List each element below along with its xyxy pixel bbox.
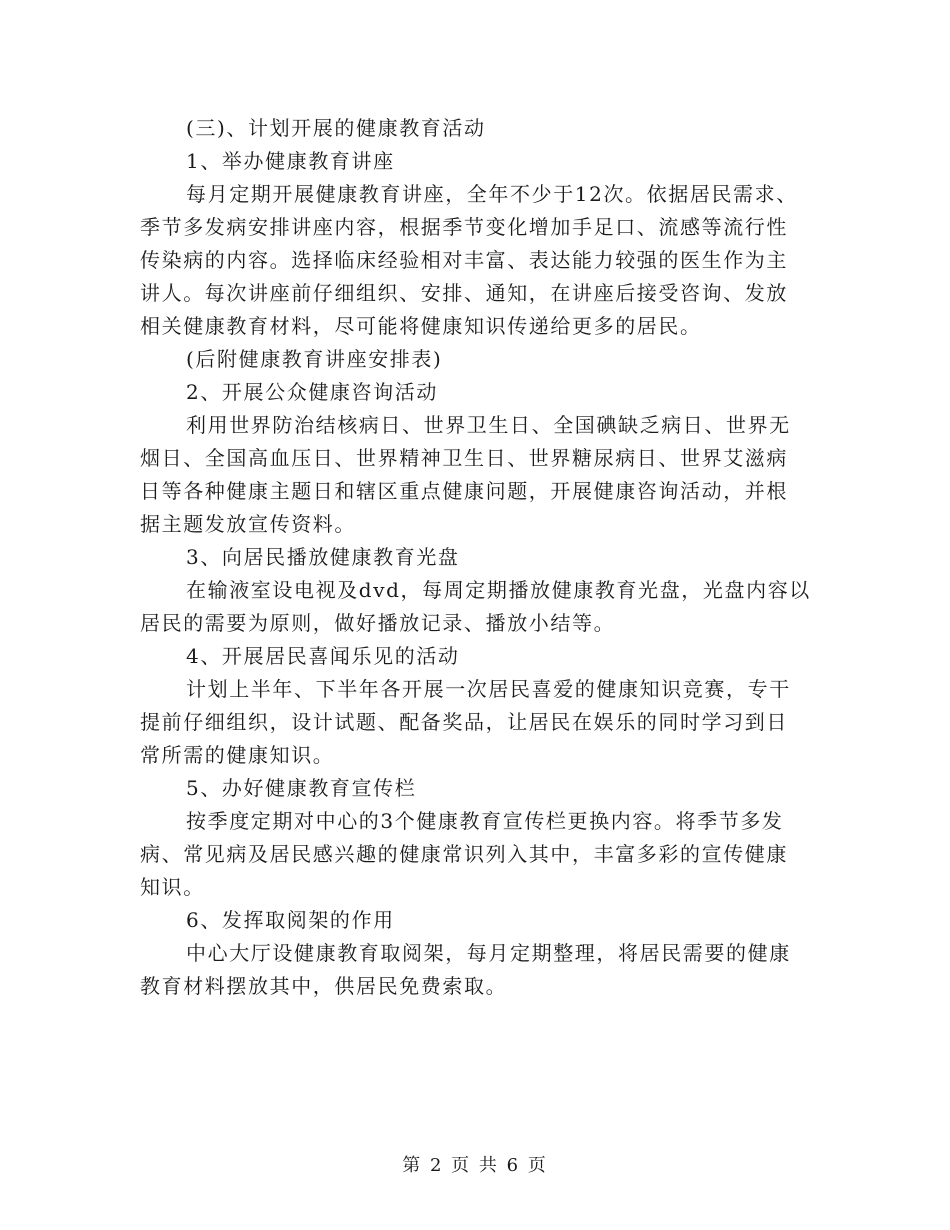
paragraph-line: 烟日、全国高血压日、世界精神卫生日、世界糖尿病日、世界艾滋病 (140, 446, 788, 470)
paragraph-line: 据主题发放宣传资料。 (140, 512, 356, 536)
section-heading: 4、开展居民喜闻乐见的活动 (186, 644, 460, 668)
paragraph-line: 日等各种健康主题日和辖区重点健康问题，开展健康咨询活动，并根 (140, 479, 788, 503)
paragraph-line: 常所需的健康知识。 (140, 743, 335, 767)
section-heading: 1、举办健康教育讲座 (186, 149, 395, 173)
paragraph-line: 讲人。每次讲座前仔细组织、安排、通知，在讲座后接受咨询、发放 (140, 281, 788, 305)
paragraph-line: 传染病的内容。选择临床经验相对丰富、表达能力较强的医生作为主 (140, 248, 788, 272)
section-heading: (三)、计划开展的健康教育活动 (186, 116, 486, 140)
section-heading: 2、开展公众健康咨询活动 (186, 380, 438, 404)
paragraph-line: 在输液室设电视及dvd，每周定期播放健康教育光盘，光盘内容以 (186, 578, 811, 602)
paragraph-line: 每月定期开展健康教育讲座，全年不少于12次。依据居民需求、 (186, 182, 798, 206)
section-heading: (后附健康教育讲座安排表) (186, 347, 443, 371)
document-body (140, 112, 820, 1003)
section-heading: 6、发挥取阅架的作用 (186, 908, 395, 932)
paragraph-line: 病、常见病及居民感兴趣的健康常识列入其中，丰富多彩的宣传健康 (140, 842, 788, 866)
paragraph-line: 季节多发病安排讲座内容，根据季节变化增加手足口、流感等流行性 (140, 215, 788, 239)
paragraph-line: 提前仔细组织，设计试题、配备奖品，让居民在娱乐的同时学习到日 (140, 710, 788, 734)
paragraph-line: 相关健康教育材料，尽可能将健康知识传递给更多的居民。 (140, 314, 702, 338)
paragraph-line: 居民的需要为原则，做好播放记录、播放小结等。 (140, 611, 616, 635)
page-footer: 第 2 页 共 6 页 (402, 1155, 548, 1176)
section-heading: 5、办好健康教育宣传栏 (186, 776, 417, 800)
paragraph-line: 按季度定期对中心的3个健康教育宣传栏更换内容。将季节多发 (186, 809, 784, 833)
section-heading: 3、向居民播放健康教育光盘 (186, 545, 460, 569)
paragraph-line: 计划上半年、下半年各开展一次居民喜爱的健康知识竞赛，专干 (186, 677, 791, 701)
paragraph-line: 知识。 (140, 875, 205, 899)
paragraph-line: 中心大厅设健康教育取阅架，每月定期整理，将居民需要的健康 (186, 941, 791, 965)
paragraph-line: 教育材料摆放其中，供居民免费索取。 (140, 974, 508, 998)
paragraph-line: 利用世界防治结核病日、世界卫生日、全国碘缺乏病日、世界无 (186, 413, 791, 437)
